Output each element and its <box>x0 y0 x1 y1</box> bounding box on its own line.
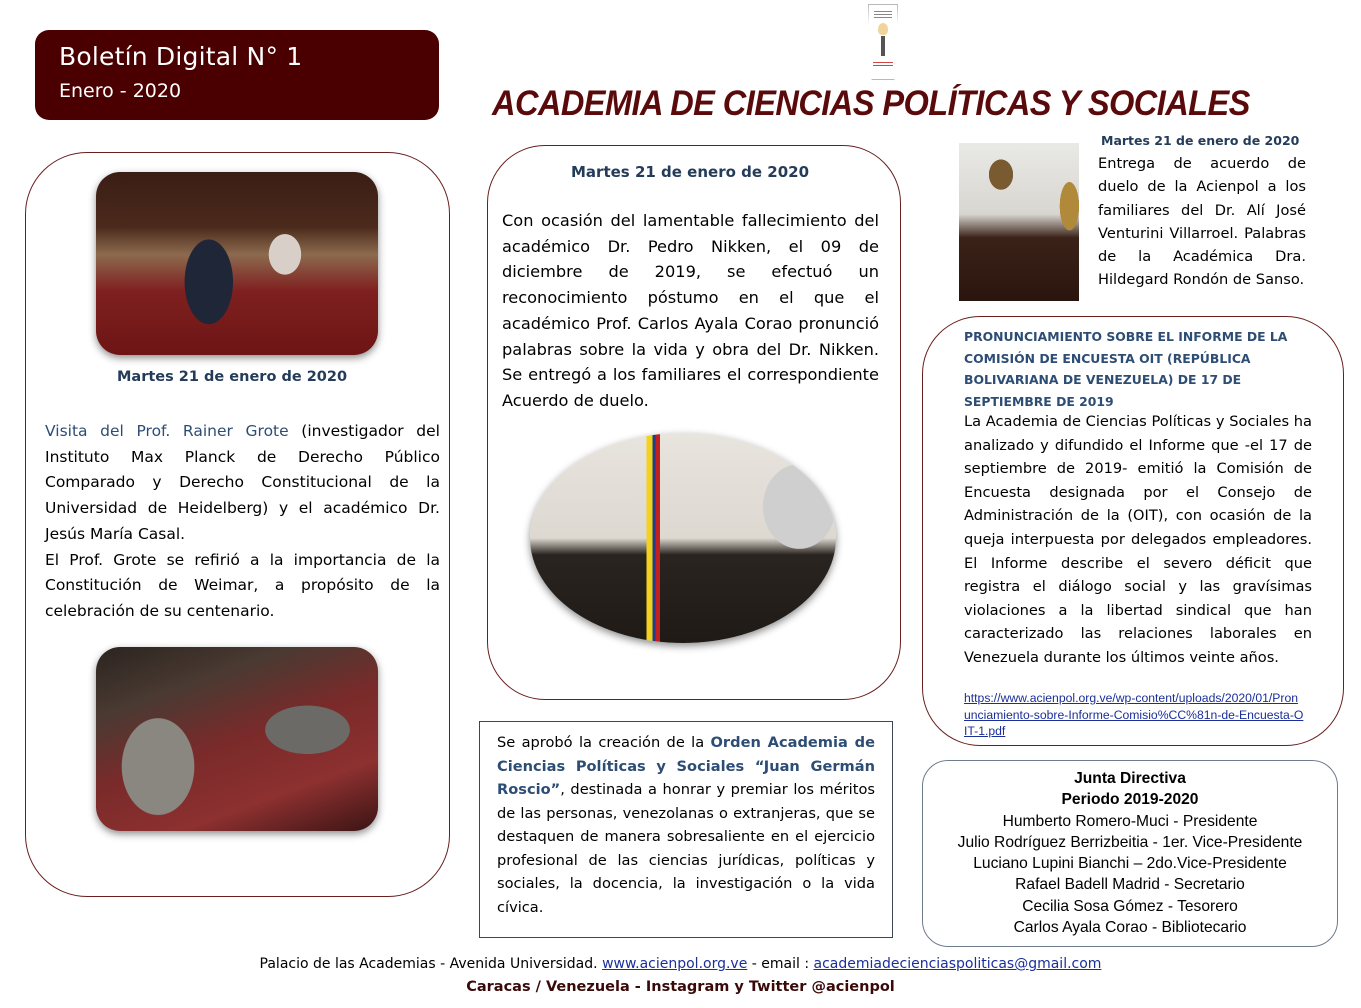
junta-member: Julio Rodríguez Berrizbeitia - 1er. Vice-Presidente <box>957 833 1303 851</box>
orden-name: Orden Academia de Ciencias Políticas y Sociales “Juan Germán Roscio” <box>497 734 875 798</box>
grote-weimar-text: El Prof. Grote se refirió a la importancia de la Constitución de Weimar, a propósito de la celebración de su centenario. <box>45 550 440 620</box>
grote-visit-highlight: Visita del Prof. Rainer Grote <box>45 422 289 440</box>
meeting-photo <box>96 172 378 355</box>
pronunciamiento-pdf-link[interactable]: https://www.acienpol.org.ve/wp-content/uploads/2020/01/Pronunciamiento-sobre-Informe-Comisio%CC%81n-de-Encuesta-OIT-1.pdf <box>964 691 1304 738</box>
article-date: Martes 21 de enero de 2020 <box>571 163 810 181</box>
junta-member: Humberto Romero-Muci - Presidente <box>1002 812 1258 830</box>
junta-title: Junta Directiva <box>1074 770 1186 787</box>
pronunciamiento-title: PRONUNCIAMIENTO SOBRE EL INFORME DE LA COMISIÓN DE ENCUESTA OIT (REPÚBLICA BOLIVARIANA DE VENEZUELA) DE 17 DE SEPTIEMBRE DE 2019 <box>964 329 1288 409</box>
junta-member: Luciano Lupini Bianchi – 2do.Vice-Presidente <box>973 855 1287 873</box>
footer-contact <box>0 956 1361 972</box>
junta-member: Rafael Badell Madrid - Secretario <box>1015 876 1245 894</box>
podium-photo <box>959 143 1079 301</box>
bulletin-date: Enero - 2020 <box>59 80 182 102</box>
bulletin-title: Boletín Digital N° 1 <box>59 42 303 71</box>
board-meeting-photo <box>96 647 378 831</box>
junta-directiva <box>922 768 1338 938</box>
academy-title: ACADEMIA DE CIENCIAS POLÍTICAS Y SOCIALES <box>492 84 1250 123</box>
email-link[interactable]: academiadecienciaspoliticas@gmail.com <box>813 956 1102 972</box>
grote-visit-text <box>45 419 440 625</box>
orden-roscio-text <box>497 731 875 919</box>
article-date: Martes 21 de enero de 2020 <box>1101 133 1300 148</box>
orden-rest: , destinada a honrar y premiar los méritos de las personas, venezolanas o extranjeras, que se destaquen de manera sobresaliente en el ejercicio profesional de las ciencias jurídicas, políticas y sociales, la docencia, la investigación o la vida cívica. <box>497 781 875 916</box>
nikken-tribute-text: Con ocasión del lamentable fallecimiento del académico Dr. Pedro Nikken, el 09 de diciembre de 2019, se efectuó un reconocimiento póstumo en el que el académico Prof. Carlos Ayala Corao pronunció palabras sobre la vida y obra del Dr. Nikken. Se entregó a los familiares el correspondiente Acuerdo de duelo. <box>502 211 879 410</box>
venturini-text: Entrega de acuerdo de duelo de la Acienpol a los familiares del Dr. Alí José Venturini Villarroel. Palabras de la Académica Dra. Hildegard Rondón de Sanso. <box>1098 155 1306 289</box>
pronunciamiento-body: La Academia de Ciencias Políticas y Sociales ha analizado y difundido el Informe que -el 17 de septiembre de 2019- emitió la Comisión de Encuesta designada por el Consejo de Administración de la (OIT), con ocasión de la queja interpuesta por delegados empleadores. El Informe describe el severo déficit que registra el diálogo social y las gravísimas violaciones a la libertad sindical que han caracterizado las relaciones laborales en Venezuela durante los últimos veinte años. <box>964 413 1312 666</box>
tribute-ceremony-photo <box>530 433 836 643</box>
bulletin-badge <box>35 30 439 120</box>
email-label: - email : <box>747 956 814 972</box>
junta-member: Carlos Ayala Corao - Bibliotecario <box>1013 919 1247 937</box>
website-link[interactable]: www.acienpol.org.ve <box>602 956 748 972</box>
footer-social: Caracas / Venezuela - Instagram y Twitter @acienpol <box>466 979 895 995</box>
article-date: Martes 21 de enero de 2020 <box>117 369 348 385</box>
orden-lead: Se aprobó la creación de la <box>497 734 711 751</box>
junta-period: Periodo 2019-2020 <box>1061 791 1199 809</box>
footer-address: Palacio de las Academias - Avenida Universidad. <box>259 956 603 972</box>
torch-logo-icon <box>868 4 898 80</box>
junta-member: Cecilia Sosa Gómez - Tesorero <box>1022 897 1238 915</box>
grote-visit-rest: (investigador del Instituto Max Planck de Derecho Público Comparado y Derecho Constitucional de la Universidad de Heidelberg) y el académico Dr. Jesús María Casal. <box>45 422 440 543</box>
